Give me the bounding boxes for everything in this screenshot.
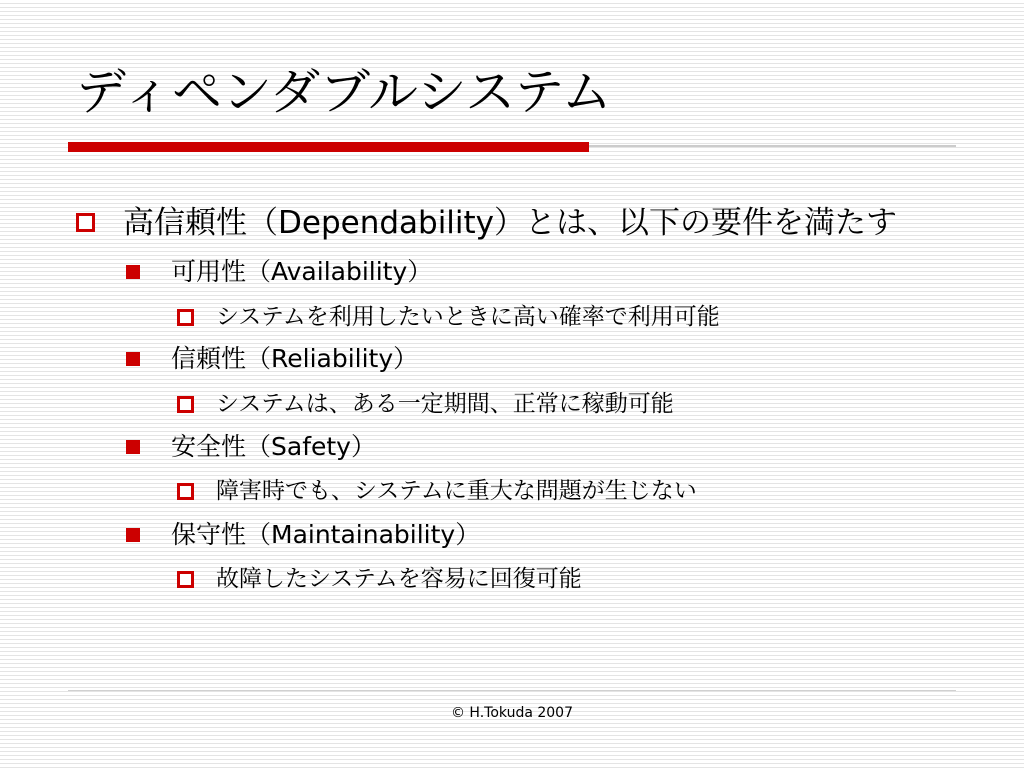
requirement-detail-reliability: システムは、ある一定期間、正常に稼動可能 bbox=[216, 391, 674, 417]
footer-divider bbox=[68, 690, 956, 691]
copyright-footer: © H.Tokuda 2007 bbox=[450, 705, 573, 721]
requirement-detail-maintainability: 故障したシステムを容易に回復可能 bbox=[216, 566, 582, 592]
requirement-label-availability: 可用性（Availability） bbox=[171, 257, 433, 286]
hollow-square-icon bbox=[177, 396, 194, 413]
requirement-detail-safety: 障害時でも、システムに重大な問題が生じない bbox=[216, 478, 697, 504]
slide-title: ディペンダブルシステム bbox=[76, 63, 612, 121]
requirement-label-safety: 安全性（Safety） bbox=[171, 432, 376, 461]
requirement-label-reliability: 信頼性（Reliability） bbox=[171, 344, 419, 373]
hollow-square-icon bbox=[177, 571, 194, 588]
hollow-square-icon bbox=[76, 213, 95, 232]
filled-square-icon bbox=[126, 352, 140, 366]
requirement-detail-availability: システムを利用したいときに高い確率で利用可能 bbox=[216, 304, 720, 330]
filled-square-icon bbox=[126, 265, 140, 279]
requirement-label-maintainability: 保守性（Maintainability） bbox=[171, 520, 481, 549]
title-divider-accent bbox=[68, 142, 589, 152]
filled-square-icon bbox=[126, 528, 140, 542]
hollow-square-icon bbox=[177, 309, 194, 326]
main-point: 高信頼性（Dependability）とは、以下の要件を満たす bbox=[123, 205, 898, 241]
filled-square-icon bbox=[126, 440, 140, 454]
hollow-square-icon bbox=[177, 483, 194, 500]
